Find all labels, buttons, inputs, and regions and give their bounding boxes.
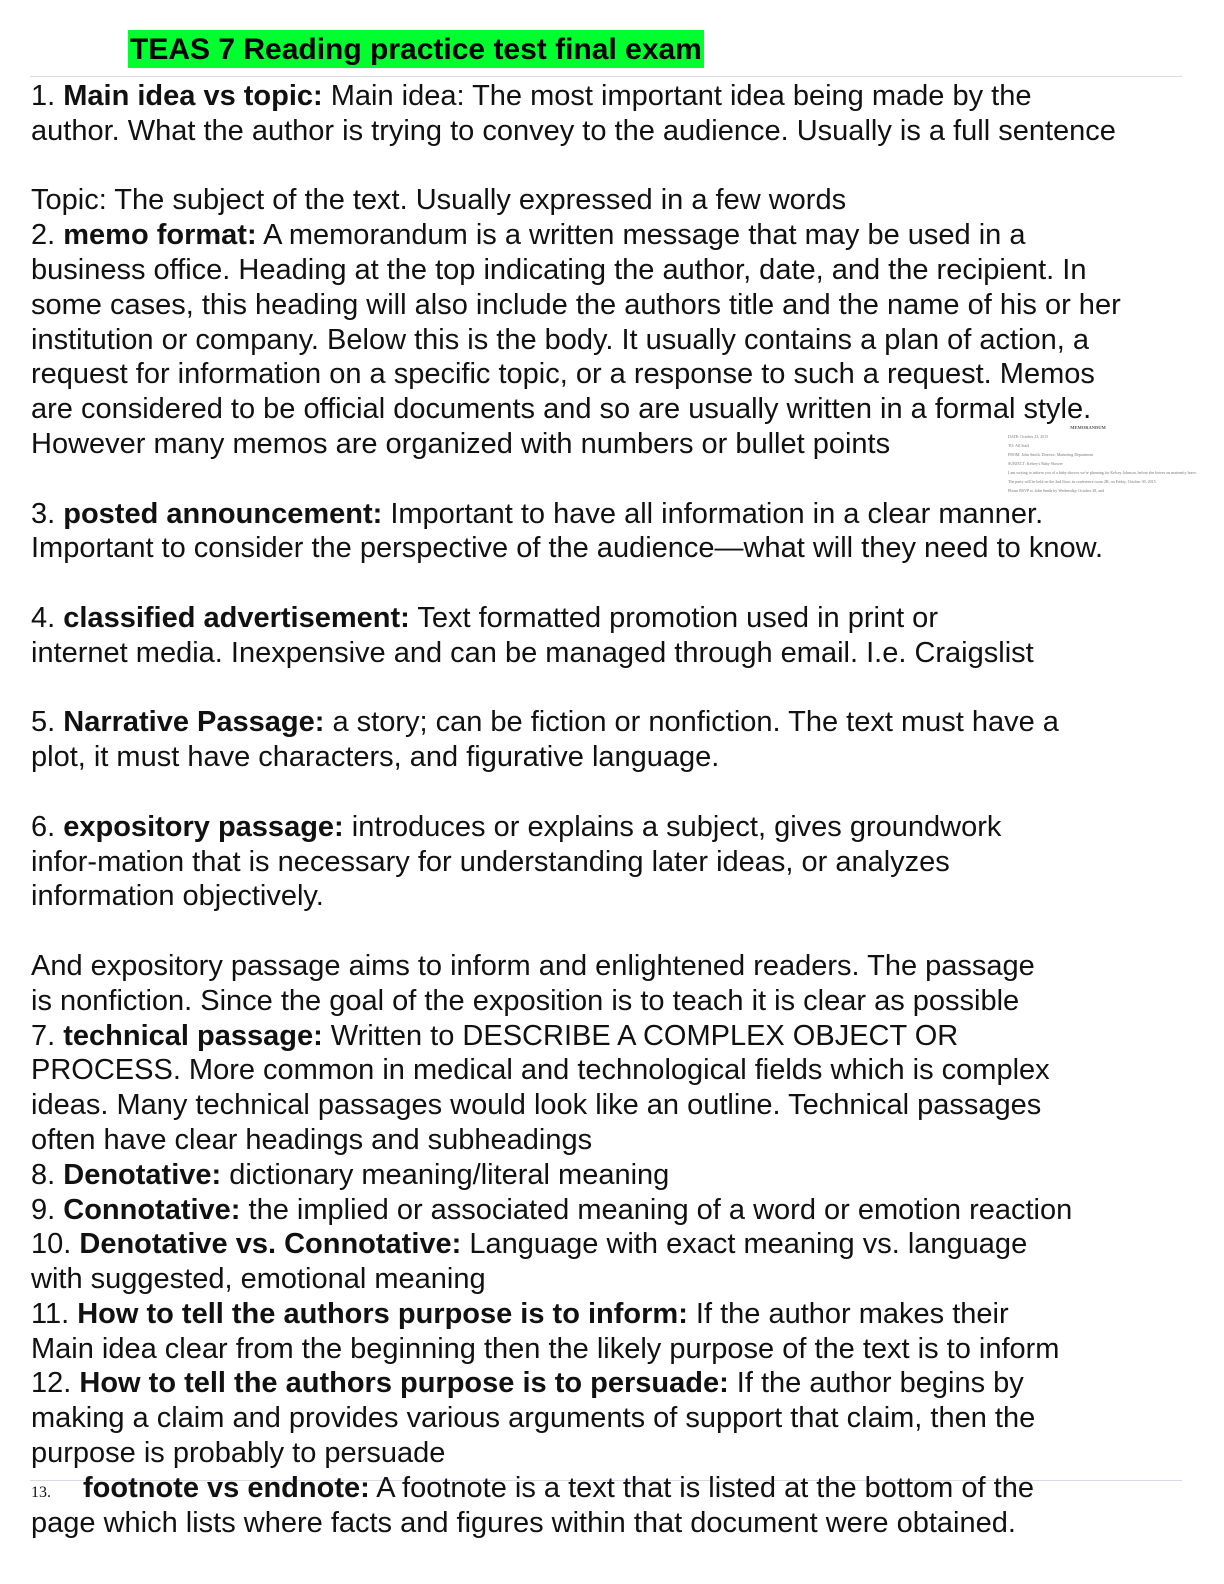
memo-line: Please RSVP to John Smith by Wednesday, October 28, and — [1008, 488, 1104, 493]
memo-line: FROM: John Smith, Director, Marketing Department — [1008, 452, 1094, 457]
memo-line: The party will be held on the 2nd floor, in conference room 2B, on Friday, October 30, 2015. — [1008, 479, 1157, 484]
text-line — [31, 218, 1189, 253]
item-number: 11. — [31, 1297, 70, 1330]
item-number: 3. — [31, 497, 56, 530]
text-line — [31, 1366, 1189, 1401]
definition-text: purpose is probably to persuade — [31, 1437, 446, 1470]
item-number: 5. — [31, 706, 56, 739]
text-line — [31, 984, 1189, 1019]
text-line — [31, 705, 1189, 740]
definition-text: introduces or explains a subject, gives groundwork — [343, 810, 1002, 843]
term-heading: Denotative vs. Connotative: — [79, 1228, 462, 1261]
term-heading: How to tell the authors purpose is to persuade: — [79, 1367, 729, 1400]
text-line — [31, 1193, 1189, 1228]
term-heading: memo format: — [63, 219, 257, 252]
text-line — [31, 1123, 1189, 1158]
definition-text: internet media. Inexpensive and can be managed through email. I.e. Craigslist — [31, 636, 1034, 669]
term-heading: technical passage: — [63, 1019, 323, 1052]
item-number: 13. — [31, 1483, 51, 1501]
definition-text: the implied or associated meaning of a word or emotion reaction — [240, 1193, 1073, 1226]
definition-text: dictionary meaning/literal meaning — [221, 1158, 670, 1191]
text-line — [31, 879, 1189, 914]
text-line — [31, 323, 1189, 358]
item-number: 8. — [31, 1158, 56, 1191]
blank-line — [31, 671, 1189, 706]
text-line — [31, 1332, 1189, 1367]
definition-text: Topic: The subject of the text. Usually expressed in a few words — [31, 184, 847, 217]
text-line — [31, 1401, 1189, 1436]
definition-text: Main idea clear from the beginning then the likely purpose of the text is to inform — [31, 1332, 1060, 1365]
definition-text: Main idea: The most important idea being made by the — [322, 80, 1032, 112]
definition-text: Written to DESCRIBE A COMPLEX OBJECT OR — [322, 1019, 959, 1052]
definition-text: some cases, this heading will also include the authors title and the name of his or her — [31, 288, 1121, 321]
definition-text: Language with exact meaning vs. language — [461, 1228, 1028, 1261]
term-heading: Denotative: — [63, 1158, 222, 1191]
memo-line: TO: All Staff — [1008, 443, 1029, 448]
definition-text: are considered to be official documents and so are usually written in a formal style. — [31, 393, 1092, 426]
text-line — [31, 1227, 1189, 1262]
definition-text: Text formatted promotion used in print or — [409, 601, 938, 634]
definition-text: plot, it must have characters, and figurative language. — [31, 741, 720, 774]
text-line — [31, 392, 1189, 427]
text-line — [31, 636, 1189, 671]
definition-text: A memorandum is a written message that may be used in a — [256, 219, 1026, 252]
term-heading: expository passage: — [63, 810, 344, 843]
memo-line: DATE: October 23, 2015 — [1008, 434, 1049, 439]
definition-text: And expository passage aims to inform and enlightened readers. The passage — [31, 949, 1035, 982]
text-line — [31, 810, 1189, 845]
definition-text: If the author makes their — [687, 1297, 1009, 1330]
term-heading: posted announcement: — [63, 497, 383, 530]
blank-line — [31, 149, 1189, 184]
item-number: 12. — [31, 1367, 72, 1400]
definition-text: If the author begins by — [728, 1367, 1024, 1400]
text-line — [31, 183, 1189, 218]
blank-line — [31, 914, 1189, 949]
text-line — [31, 1088, 1189, 1123]
definition-text: PROCESS. More common in medical and technological fields which is complex — [31, 1054, 1050, 1087]
text-line — [31, 531, 1189, 566]
text-line — [31, 288, 1189, 323]
item-number: 6. — [31, 810, 56, 843]
text-line — [31, 1297, 1189, 1332]
definition-text: institution or company. Below this is the body. It usually contains a plan of action, a — [31, 323, 1090, 356]
definition-text: often have clear headings and subheadings — [31, 1123, 593, 1156]
term-heading: Main idea vs topic: — [63, 80, 323, 112]
document-body — [31, 79, 1197, 1540]
text-line — [31, 253, 1189, 288]
text-line — [31, 1019, 1189, 1054]
item-number: 7. — [31, 1019, 56, 1052]
definition-text: making a claim and provides various arguments of support that claim, then the — [31, 1402, 1036, 1435]
memo-heading: MEMORANDUM — [1070, 425, 1106, 430]
text-line — [31, 79, 1189, 114]
definition-text: a story; can be fiction or nonfiction. The text must have a — [324, 706, 1059, 739]
header-divider — [30, 76, 1182, 77]
text-line — [31, 845, 1189, 880]
term-heading: Narrative Passage: — [63, 706, 325, 739]
definition-text: page which lists where facts and figures within that document were obtained. — [31, 1506, 1016, 1539]
memo-line: SUBJECT: Kelsey's Baby Shower — [1008, 461, 1063, 466]
text-line — [31, 1158, 1189, 1193]
text-line — [31, 114, 1189, 149]
definition-text: business office. Heading at the top indicating the author, date, and the recipient. In — [31, 253, 1087, 286]
item-number: 2. — [31, 219, 56, 252]
definition-text: Important to consider the perspective of the audience—what will they need to know. — [31, 532, 1104, 565]
item-number: 9. — [31, 1193, 56, 1226]
text-line — [31, 1262, 1189, 1297]
item-number: 1. — [31, 80, 56, 112]
definition-text: is nonfiction. Since the goal of the exposition is to teach it is clear as possible — [31, 984, 1020, 1017]
text-line — [31, 949, 1189, 984]
text-line — [31, 357, 1189, 392]
text-line — [31, 1471, 1189, 1506]
memo-example-image — [1008, 425, 1197, 521]
definition-text: However many memos are organized with numbers or bullet points — [31, 427, 891, 460]
definition-text: information objectively. — [31, 880, 324, 913]
term-heading: footnote vs endnote: — [83, 1471, 370, 1504]
item-number: 10. — [31, 1228, 72, 1261]
item-number: 4. — [31, 601, 56, 634]
page-title: TEAS 7 Reading practice test final exam — [128, 30, 704, 68]
definition-text: author. What the author is trying to convey to the audience. Usually is a full sentence — [31, 114, 1116, 147]
text-line — [31, 601, 1189, 636]
blank-line — [31, 566, 1189, 601]
definition-text: Important to have all information in a clear manner. — [382, 497, 1044, 530]
definition-text: infor-mation that is necessary for understanding later ideas, or analyzes — [31, 845, 950, 878]
text-line — [31, 1436, 1189, 1471]
definition-text: with suggested, emotional meaning — [31, 1263, 486, 1296]
term-heading: Connotative: — [63, 1193, 241, 1226]
definition-text: A footnote is a text that is listed at the bottom of the — [369, 1471, 1034, 1504]
definition-text: ideas. Many technical passages would look like an outline. Technical passages — [31, 1089, 1042, 1122]
memo-line: I am writing to inform you of a baby shower we're planning for Kelsey Johnson, before she leaves on maternity leave. — [1008, 470, 1197, 475]
term-heading: classified advertisement: — [63, 601, 410, 634]
text-line — [31, 1053, 1189, 1088]
text-line — [31, 740, 1189, 775]
definition-text: request for information on a specific topic, or a response to such a request. Memos — [31, 358, 1095, 391]
term-heading: How to tell the authors purpose is to inform: — [77, 1297, 688, 1330]
blank-line — [31, 775, 1189, 810]
text-line — [31, 1506, 1189, 1541]
